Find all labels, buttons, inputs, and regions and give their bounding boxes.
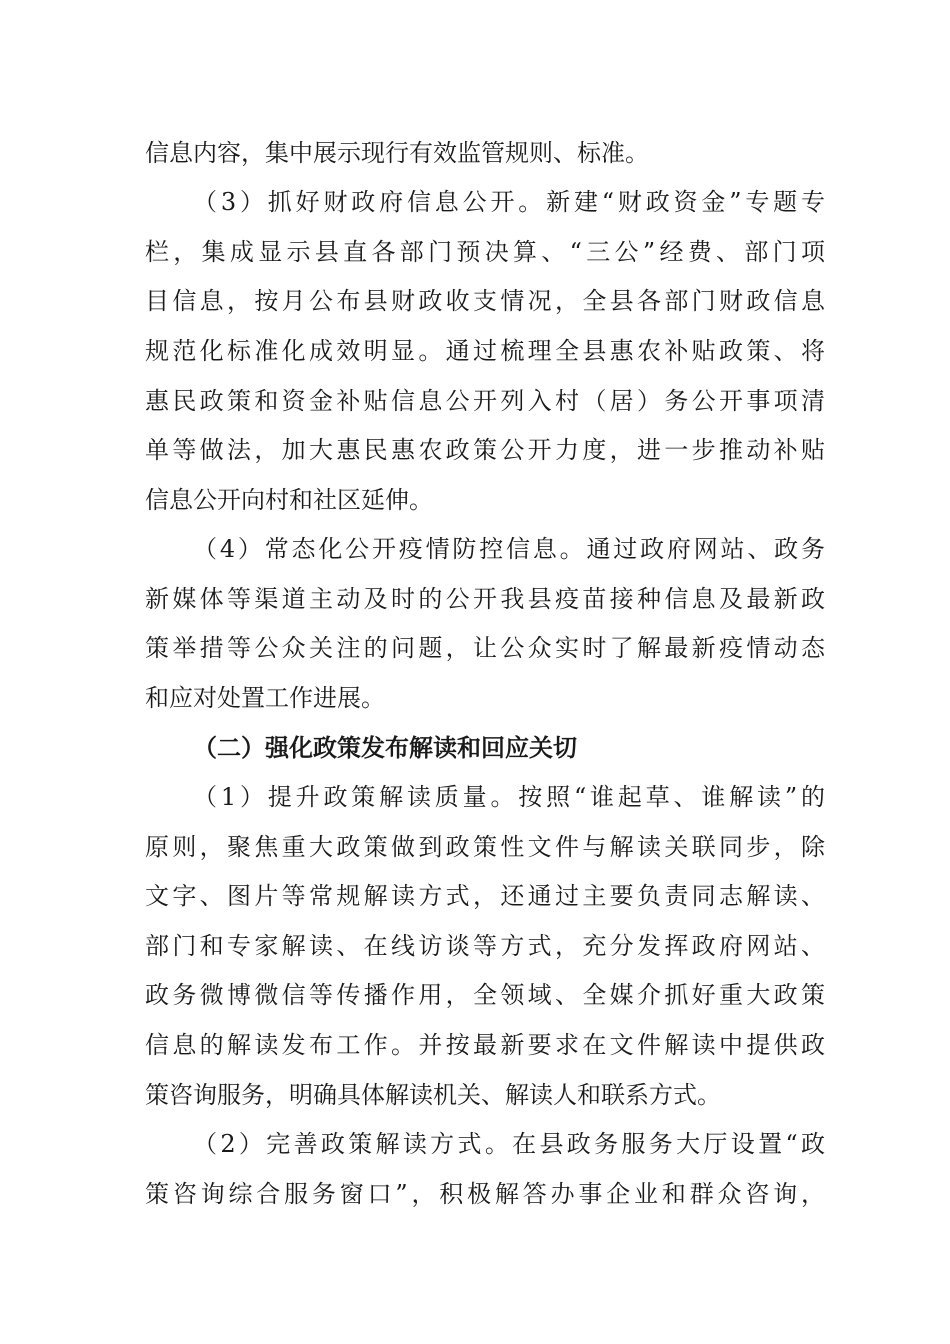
text-line: 惠民政策和资金补贴信息公开列入村（居）务公开事项清 (145, 387, 825, 415)
text-line: （3）抓好财政府信息公开。新建“财政资金”专题专 (193, 188, 825, 216)
text-line: 策咨询综合服务窗口”，积极解答办事企业和群众咨询， (145, 1180, 825, 1208)
text-line: 信息公开向村和社区延伸。 (145, 486, 433, 514)
text-line: 栏，集成显示县直各部门预决算、“三公”经费、部门项 (145, 238, 825, 266)
text-line: 部门和专家解读、在线访谈等方式，充分发挥政府网站、 (145, 932, 825, 960)
text-line: 信息的解读发布工作。并按最新要求在文件解读中提供政 (145, 1031, 825, 1059)
text-line: （4）常态化公开疫情防控信息。通过政府网站、政务 (193, 535, 825, 563)
text-line: 策咨询服务，明确具体解读机关、解读人和联系方式。 (145, 1081, 721, 1109)
text-line: 原则，聚焦重大政策做到政策性文件与解读关联同步，除 (145, 833, 825, 861)
text-line: 和应对处置工作进展。 (145, 684, 385, 712)
text-line: 规范化标准化成效明显。通过梳理全县惠农补贴政策、将 (145, 337, 825, 365)
text-line: 信息内容，集中展示现行有效监管规则、标准。 (145, 139, 649, 167)
text-line: 文字、图片等常规解读方式，还通过主要负责同志解读、 (145, 882, 825, 910)
text-line: （1）提升政策解读质量。按照“谁起草、谁解读”的 (193, 783, 825, 811)
text-line: （2）完善政策解读方式。在县政务服务大厅设置“政 (193, 1130, 825, 1158)
text-line: 新媒体等渠道主动及时的公开我县疫苗接种信息及最新政 (145, 585, 825, 613)
text-line: 策举措等公众关注的问题，让公众实时了解最新疫情动态 (145, 634, 825, 662)
text-line: 单等做法，加大惠民惠农政策公开力度，进一步推动补贴 (145, 436, 825, 464)
section-heading: （二）强化政策发布解读和回应关切 (193, 733, 577, 762)
text-line: 目信息，按月公布县财政收支情况，全县各部门财政信息 (145, 287, 825, 315)
text-line: 政务微博微信等传播作用，全领域、全媒介抓好重大政策 (145, 981, 825, 1009)
